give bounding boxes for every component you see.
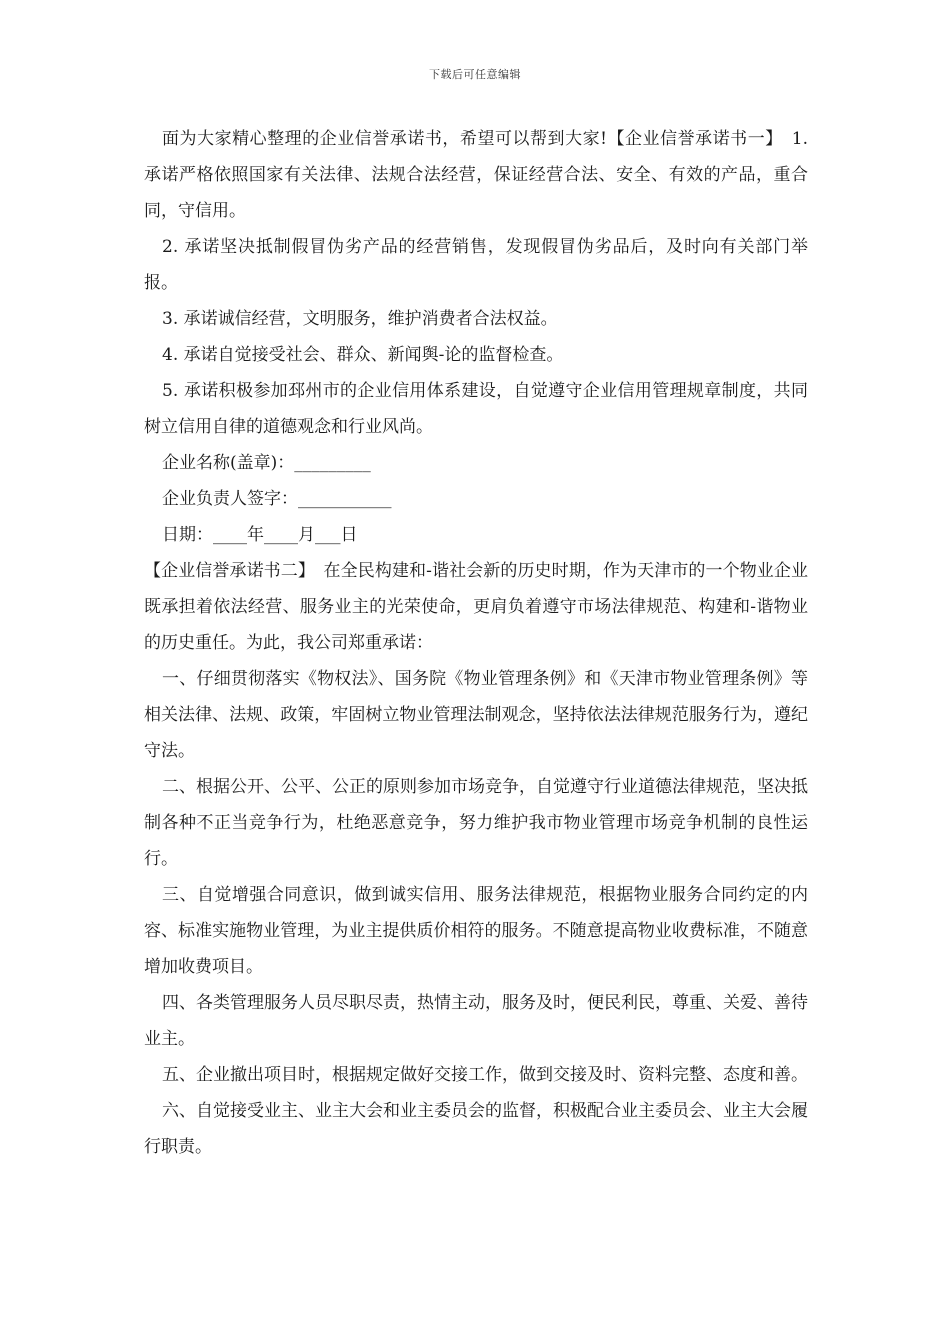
document-body xyxy=(144,121,808,1165)
intro-paragraph: 面为大家精心整理的企业信誉承诺书，希望可以帮到大家!【企业信誉承诺书一】 1. 承诺严格依照国家有关法律、法规合法经营，保证经营合法、安全、有效的产品，重合同，守信用。 xyxy=(144,129,808,221)
promise-item-3: 3. 承诺诚信经营，文明服务，维护消费者合法权益。 xyxy=(162,309,558,329)
signature-field: 企业负责人签字：___________ xyxy=(162,489,392,509)
section-two-intro: 【企业信誉承诺书二】 在全民构建和-谐社会新的历史时期，作为天津市的一个物业企业既承担着依法经营、服务业主的光荣使命，更肩负着遵守市场法律规范、构建和-谐物业的历史重任。为此，我公司郑重承诺： xyxy=(144,561,808,653)
commitment-item-5: 五、企业撤出项目时，根据规定做好交接工作，做到交接及时、资料完整、态度和善。 xyxy=(162,1065,808,1085)
commitment-item-2: 二、根据公开、公平、公正的原则参加市场竞争，自觉遵守行业道德法律规范，坚决抵制各种不正当竞争行为，杜绝恶意竞争，努力维护我市物业管理市场竞争机制的良性运行。 xyxy=(144,777,808,869)
commitment-item-3: 三、自觉增强合同意识，做到诚实信用、服务法律规范，根据物业服务合同约定的内容、标准实施物业管理，为业主提供质价相符的服务。不随意提高物业收费标准，不随意增加收费项目。 xyxy=(144,885,808,977)
company-name-field: 企业名称(盖章)：_________ xyxy=(162,453,371,473)
promise-item-4: 4. 承诺自觉接受社会、群众、新闻舆-论的监督检查。 xyxy=(162,345,564,365)
commitment-item-1: 一、仔细贯彻落实《物权法》、国务院《物业管理条例》和《天津市物业管理条例》等相关法律、法规、政策，牢固树立物业管理法制观念，坚持依法法律规范服务行为，遵纪守法。 xyxy=(144,669,808,761)
promise-item-5: 5. 承诺积极参加邳州市的企业信用体系建设，自觉遵守企业信用管理规章制度，共同树立信用自律的道德观念和行业风尚。 xyxy=(144,381,808,437)
commitment-item-4: 四、各类管理服务人员尽职尽责，热情主动，服务及时，便民利民，尊重、关爱、善待业主。 xyxy=(144,993,808,1049)
promise-item-2: 2. 承诺坚决抵制假冒伪劣产品的经营销售，发现假冒伪劣品后，及时向有关部门举报。 xyxy=(144,237,808,293)
date-field: 日期：____年____月___日 xyxy=(162,525,358,545)
commitment-item-6: 六、自觉接受业主、业主大会和业主委员会的监督，积极配合业主委员会、业主大会履行职责。 xyxy=(144,1101,808,1157)
page-header: 下载后可任意编辑 xyxy=(429,68,521,81)
